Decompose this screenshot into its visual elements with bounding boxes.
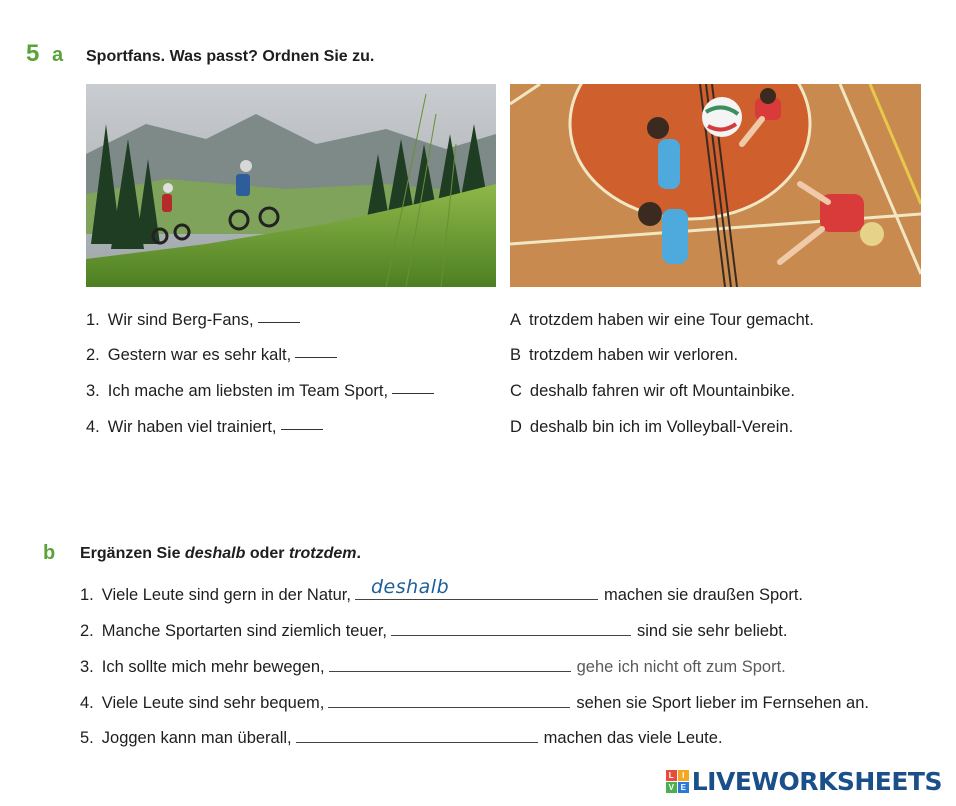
item-number: 1.: [80, 586, 94, 604]
option-d: [510, 418, 793, 437]
sentence-start: Viele Leute sind gern in der Natur,: [101, 586, 351, 604]
logo-mark-letter: L: [666, 770, 677, 781]
option-text: deshalb fahren wir oft Mountainbike.: [529, 382, 795, 400]
fill-item-2: [80, 617, 787, 641]
mountain-bike-photo: [86, 84, 496, 287]
fill-item-1: [80, 576, 803, 605]
item-number: 5.: [80, 729, 94, 747]
item-text: Wir sind Berg-Fans,: [107, 311, 254, 329]
fill-item-5: [80, 724, 723, 748]
sentence-end: machen das viele Leute.: [543, 729, 723, 747]
answer-field-1[interactable]: [355, 576, 598, 600]
sentence-start: Manche Sportarten sind ziemlich teuer,: [101, 622, 387, 640]
answer-field-2[interactable]: [391, 617, 631, 636]
option-letter: A: [510, 311, 522, 329]
option-text: deshalb bin ich im Volleyball-Verein.: [529, 418, 794, 436]
exercise-letter-a: a: [52, 44, 64, 66]
matching-item-4: [86, 418, 323, 437]
liveworksheets-logo: [666, 767, 942, 796]
heading-part: Ergänzen Sie: [80, 545, 185, 562]
answer-blank-4[interactable]: [281, 428, 323, 430]
option-c: [510, 382, 795, 401]
matching-item-1: [86, 311, 300, 330]
answer-blank-1[interactable]: [258, 321, 300, 323]
sentence-start: Ich sollte mich mehr bewegen,: [101, 658, 325, 676]
exercise-number-text: 5: [26, 40, 40, 67]
sentence-end: sehen sie Sport lieber im Fernsehen an.: [576, 694, 869, 712]
logo-mark-icon: [666, 770, 689, 793]
item-number: 4.: [80, 694, 94, 712]
sentence-end: gehe ich nicht oft zum Sport.: [576, 658, 786, 676]
heading-word-deshalb: deshalb: [184, 545, 246, 562]
option-letter: C: [510, 382, 522, 400]
item-text: Gestern war es sehr kalt,: [107, 346, 292, 364]
section-a-heading: Sportfans. Was passt? Ordnen Sie zu.: [86, 48, 375, 65]
heading-word-trotzdem: trotzdem: [288, 545, 357, 562]
answer-field-3[interactable]: [329, 653, 571, 672]
sentence-start: Joggen kann man überall,: [101, 729, 292, 747]
heading-part: oder: [245, 545, 289, 562]
exercise-number: [26, 40, 63, 68]
fill-item-4: [80, 689, 869, 713]
section-b-heading: [80, 545, 361, 563]
item-number: 3.: [86, 382, 100, 400]
logo-mark-letter: E: [678, 782, 689, 793]
answer-blank-2[interactable]: [295, 356, 337, 358]
logo-text: LIVEWORKSHEETS: [691, 767, 942, 796]
option-text: trotzdem haben wir verloren.: [529, 346, 739, 364]
matching-item-2: [86, 346, 337, 365]
exercise-letter-b: b: [43, 542, 56, 564]
logo-mark-letter: V: [666, 782, 677, 793]
sentence-end: sind sie sehr beliebt.: [637, 622, 788, 640]
item-number: 2.: [80, 622, 94, 640]
option-a: [510, 311, 814, 330]
sentence-start: Viele Leute sind sehr bequem,: [101, 694, 325, 712]
answer-blank-3[interactable]: [392, 392, 434, 394]
option-letter: B: [510, 346, 522, 364]
item-number: 2.: [86, 346, 100, 364]
sentence-end: machen sie draußen Sport.: [603, 586, 803, 604]
item-text: Ich mache am liebsten im Team Sport,: [107, 382, 389, 400]
answer-field-5[interactable]: [296, 724, 538, 743]
option-b: [510, 346, 738, 365]
item-text: Wir haben viel trainiert,: [107, 418, 277, 436]
matching-item-3: [86, 382, 434, 401]
option-text: trotzdem haben wir eine Tour gemacht.: [529, 311, 814, 329]
answer-field-4[interactable]: [328, 689, 570, 708]
heading-part: .: [356, 545, 361, 562]
answer-text: deshalb: [370, 576, 450, 598]
item-number: 1.: [86, 311, 100, 329]
volleyball-photo: [510, 84, 921, 287]
item-number: 4.: [86, 418, 100, 436]
item-number: 3.: [80, 658, 94, 676]
option-letter: D: [510, 418, 522, 436]
fill-item-3: [80, 653, 786, 677]
logo-mark-letter: I: [678, 770, 689, 781]
